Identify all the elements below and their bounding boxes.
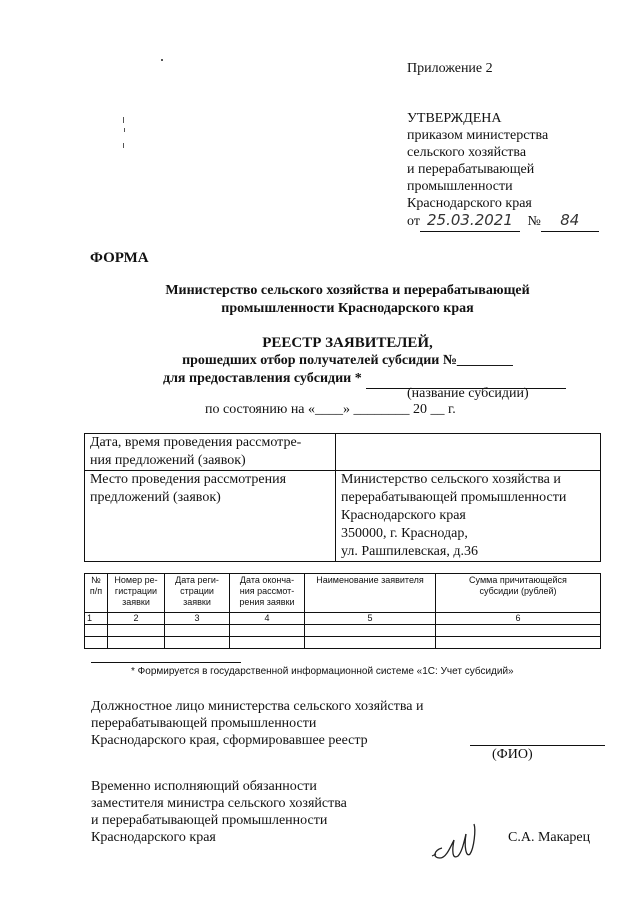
column-number: 6 bbox=[436, 613, 601, 625]
order-line: и перерабатывающей bbox=[407, 162, 535, 177]
deputy-line: Краснодарского края bbox=[91, 830, 216, 845]
column-number: 2 bbox=[108, 613, 165, 625]
info-cell: Место проведения рассмотрения предложений (заявок) bbox=[85, 471, 336, 562]
deputy-line: и перерабатывающей промышленности bbox=[91, 813, 328, 828]
approved-label: УТВЕРЖДЕНА bbox=[407, 111, 502, 126]
order-date-row bbox=[407, 211, 599, 232]
scan-mark bbox=[123, 143, 124, 148]
info-row bbox=[85, 434, 601, 471]
footnote-separator bbox=[91, 662, 241, 663]
table-header-row bbox=[85, 574, 601, 613]
column-header: Наименование заявителя bbox=[305, 574, 436, 613]
fio-caption: (ФИО) bbox=[492, 747, 533, 762]
info-row bbox=[85, 471, 601, 562]
deputy-line: Временно исполняющий обязанности bbox=[91, 779, 317, 794]
column-number: 5 bbox=[305, 613, 436, 625]
order-number: 84 bbox=[541, 211, 599, 232]
order-line: сельского хозяйства bbox=[407, 145, 527, 160]
fio-signature-line bbox=[470, 745, 605, 746]
column-header: № п/п bbox=[85, 574, 108, 613]
column-header: Дата оконча- ния рассмот- рения заявки bbox=[230, 574, 305, 613]
column-number: 3 bbox=[165, 613, 230, 625]
appendix-title: Приложение 2 bbox=[407, 61, 493, 76]
date-prefix: от bbox=[407, 214, 420, 229]
order-date: 25.03.2021 bbox=[420, 211, 520, 232]
table-row bbox=[85, 625, 601, 637]
scan-mark bbox=[123, 117, 124, 123]
order-line: Краснодарского края bbox=[407, 196, 532, 211]
official-line: Краснодарского края, сформировавшее реестр bbox=[91, 733, 368, 748]
official-line: перерабатывающей промышленности bbox=[91, 716, 317, 731]
number-prefix: № bbox=[527, 214, 541, 229]
column-header: Дата реги- страции заявки bbox=[165, 574, 230, 613]
registry-line2: прошедших отбор получателей субсидии №________ bbox=[182, 353, 513, 368]
column-number: 4 bbox=[230, 613, 305, 625]
deputy-line: заместителя министра сельского хозяйства bbox=[91, 796, 347, 811]
registry-line3: для предоставления субсидии * bbox=[163, 370, 566, 389]
footnote: * Формируется в государственной информационной системе «1С: Учет субсидий» bbox=[131, 666, 514, 677]
order-line: промышленности bbox=[407, 179, 513, 194]
column-header: Номер ре- гистрации заявки bbox=[108, 574, 165, 613]
scan-dot bbox=[161, 59, 163, 61]
handwritten-signature bbox=[428, 818, 488, 868]
info-cell bbox=[336, 434, 601, 471]
column-header: Сумма причитающейся субсидии (рублей) bbox=[436, 574, 601, 613]
form-label: ФОРМА bbox=[90, 250, 149, 266]
info-table bbox=[84, 433, 601, 562]
status-line: по состоянию на «____» ________ 20 __ г. bbox=[205, 402, 456, 417]
signer-name: С.А. Макарец bbox=[508, 830, 591, 845]
register-table bbox=[84, 573, 601, 649]
column-number: 1 bbox=[85, 613, 108, 625]
info-cell: Дата, время проведения рассмотре- ния предложений (заявок) bbox=[85, 434, 336, 471]
order-line: приказом министерства bbox=[407, 128, 549, 143]
ministry-line: Министерство сельского хозяйства и перерабатывающей bbox=[165, 283, 530, 298]
table-number-row bbox=[85, 613, 601, 625]
registry-title: РЕЕСТР ЗАЯВИТЕЛЕЙ, bbox=[262, 335, 433, 351]
scan-mark bbox=[124, 128, 125, 132]
ministry-line: промышленности Краснодарского края bbox=[221, 301, 474, 316]
info-cell: Министерство сельского хозяйства и перерабатывающей промышленности Краснодарского края 350000, г. Краснодар, ул. Рашпилевская, д.36 bbox=[336, 471, 601, 562]
official-line: Должностное лицо министерства сельского хозяйства и bbox=[91, 699, 424, 714]
subsidy-caption: (название субсидии) bbox=[407, 386, 529, 401]
table-row bbox=[85, 637, 601, 649]
